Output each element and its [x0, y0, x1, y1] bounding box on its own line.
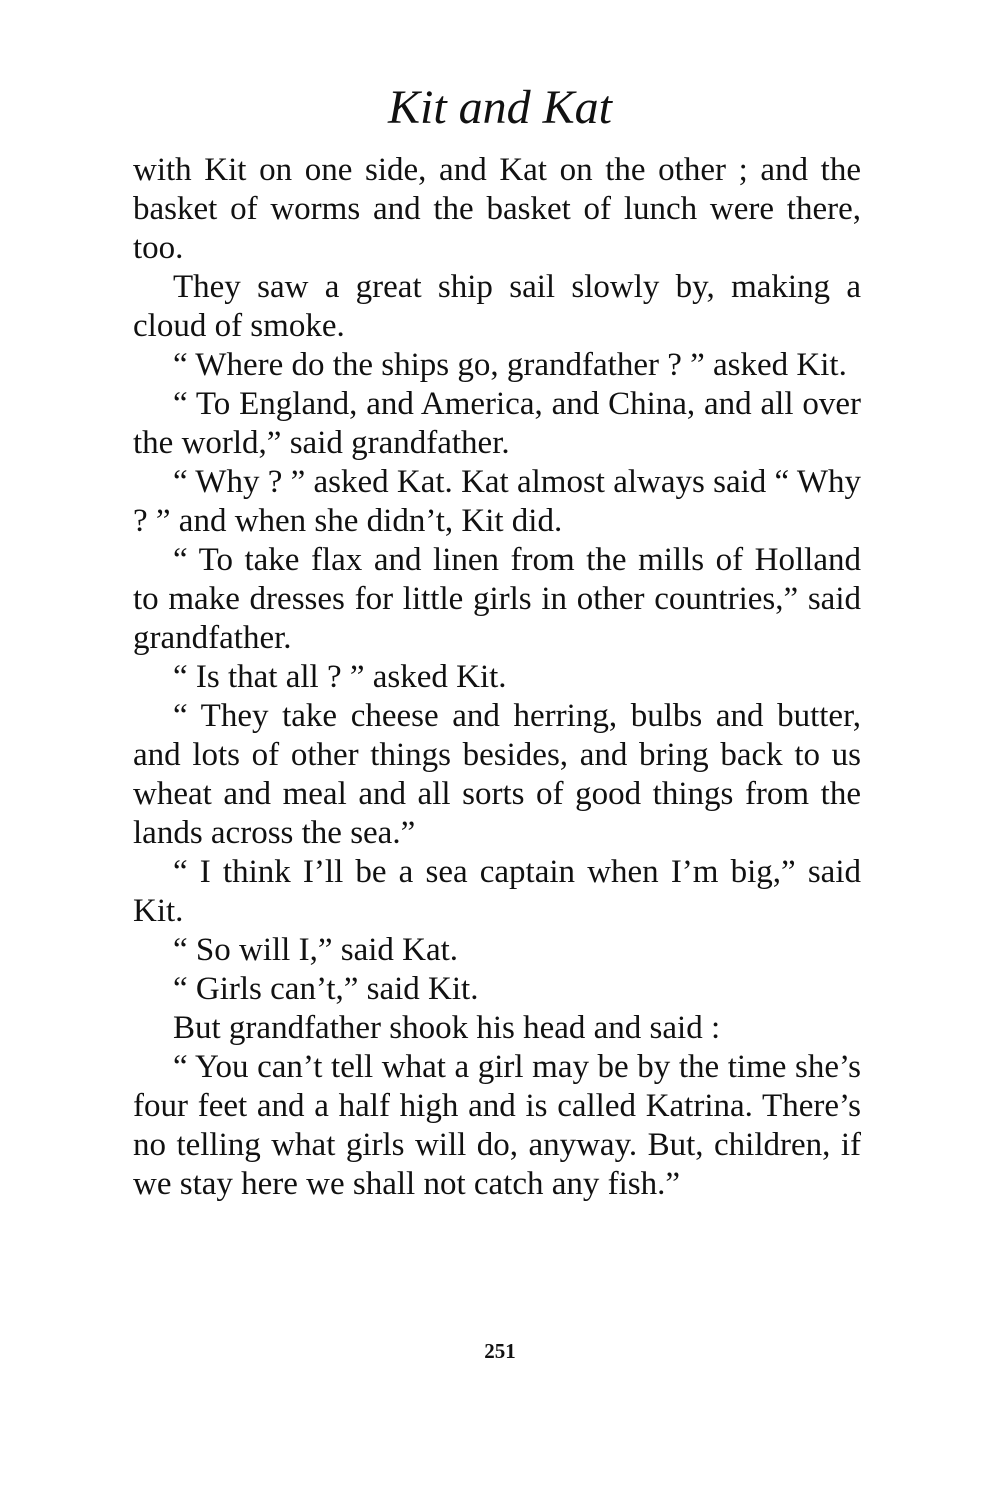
paragraph: “ To take flax and linen from the mills of Holland to make dresses for little girls in other countries,” said grandfather.	[133, 542, 861, 656]
paragraph: “ Where do the ships go, grandfather ? ” asked Kit.	[173, 347, 847, 383]
paragraph: “ So will I,” said Kat.	[173, 932, 459, 968]
paragraph: “ They take cheese and herring, bulbs and butter, and lots of other things besides, and bring back to us wheat and meal and all sorts of good things from the lands across the sea.”	[133, 698, 861, 851]
paragraph: “ You can’t tell what a girl may be by the time she’s four feet and a half high and is called Katrina. There’s no telling what girls will do, anyway. But, children, if we stay here we shall not catch any fish.”	[133, 1049, 861, 1202]
paragraph: But grandfather shook his head and said :	[173, 1010, 721, 1046]
paragraph: “ I think I’ll be a sea captain when I’m big,” said Kit.	[133, 854, 861, 929]
body-text	[133, 151, 861, 1204]
paragraph: “ To England, and America, and China, and all over the world,” said grandfather.	[133, 386, 861, 461]
paragraph: with Kit on one side, and Kat on the other ; and the basket of worms and the basket of lunch were there, too.	[133, 152, 861, 266]
running-head: Kit and Kat	[387, 81, 613, 134]
paragraph: They saw a great ship sail slowly by, making a cloud of smoke.	[133, 269, 861, 344]
paragraph: “ Why ? ” asked Kat. Kat almost always said “ Why ? ” and when she didn’t, Kit did.	[133, 464, 861, 539]
paragraph: “ Is that all ? ” asked Kit.	[173, 659, 507, 695]
page-number: 251	[484, 1339, 516, 1363]
paragraph: “ Girls can’t,” said Kit.	[173, 971, 479, 1007]
